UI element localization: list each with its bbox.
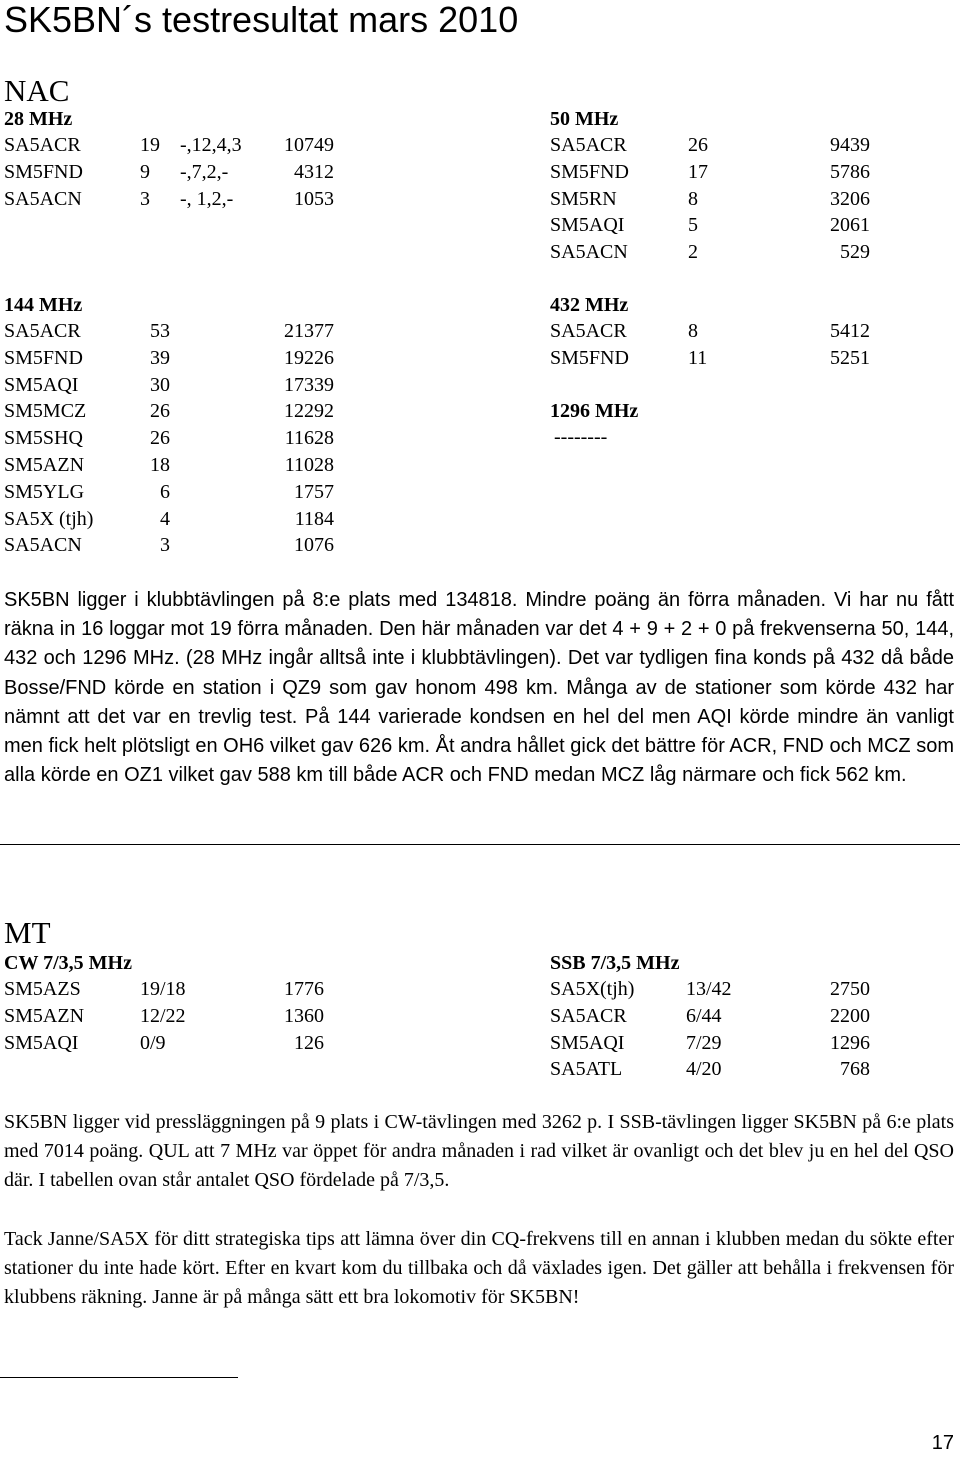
cell-call: SM5AQI — [550, 214, 625, 237]
cell-pts: 10749 — [284, 134, 334, 156]
cell-pts: 3206 — [830, 187, 870, 210]
cell-pts: 5786 — [830, 160, 870, 183]
cell-call: SA5ACR — [4, 134, 81, 156]
table-row — [4, 1003, 344, 1030]
cell-qso: 6 — [160, 480, 170, 503]
cell-qso: 5 — [688, 214, 698, 237]
band-1296-label: 1296 MHz — [550, 400, 639, 422]
cell-pts: 2200 — [830, 1004, 870, 1027]
table-row — [550, 976, 874, 1003]
nac-heading: NAC — [4, 73, 70, 108]
cell-call: SM5MCZ — [4, 400, 87, 423]
table-row — [550, 345, 874, 372]
table-row — [550, 1056, 874, 1083]
cell-pts: 1757 — [294, 480, 334, 503]
mt-paragraph-1: SK5BN ligger vid pressläggningen på 9 plats i CW-tävlingen med 3262 p. I SSB-tävlingen ligger SK5BN på 6:e plats med 7014 poäng. QUL att 7 MHz var öppet för andra månaden i rad vilket är ovanligt och det blev ju en hel del QSO där. I tabellen ovan står antalet QSO fördelade på 7/3,5. — [4, 1111, 954, 1192]
cell-call: SM5AQI — [550, 1031, 625, 1054]
page-title: SK5BN´s testresultat mars 2010 — [4, 0, 519, 40]
band-1296-dash: -------- — [554, 426, 608, 448]
table-row — [4, 976, 344, 1003]
band-28-label: 28 MHz — [4, 108, 73, 130]
table-432mhz — [550, 292, 874, 372]
cell-pts: 11628 — [284, 427, 334, 450]
table-row — [4, 1030, 344, 1057]
cell-pts: 21377 — [284, 320, 334, 342]
cell-mult: -,7,2,- — [180, 160, 229, 183]
table-row — [550, 186, 874, 213]
cell-call: SA5ACN — [4, 187, 82, 210]
cell-call: SM5AZN — [4, 1004, 85, 1027]
cw-rows — [4, 976, 344, 1056]
cell-qso: 19 — [140, 134, 160, 156]
table-row — [4, 506, 344, 533]
cell-qso: 2 — [688, 241, 698, 264]
band-432-rows — [550, 318, 874, 372]
cell-mult: -,12,4,3 — [180, 134, 242, 156]
table-row — [4, 398, 344, 425]
cell-call: SA5ACR — [550, 134, 627, 156]
cell-call: SA5X (tjh) — [4, 507, 94, 530]
cell-qso: 39 — [150, 346, 170, 369]
cell-pts: 1296 — [830, 1031, 870, 1054]
cell-qso: 26 — [150, 427, 170, 450]
cell-pts: 4312 — [294, 160, 334, 183]
cell-call: SM5FND — [550, 346, 629, 369]
cell-pts: 19226 — [284, 346, 334, 369]
table-144mhz — [4, 292, 344, 559]
band-144-label: 144 MHz — [4, 294, 83, 316]
cell-call: SM5AQI — [4, 1031, 79, 1054]
table-row — [4, 318, 344, 345]
cell-pts: 529 — [840, 241, 870, 264]
cell-call: SM5AZN — [4, 453, 85, 476]
cell-pts: 2750 — [830, 978, 870, 1000]
ssb-rows — [550, 976, 874, 1083]
cell-pts: 768 — [840, 1058, 870, 1081]
ssb-label: SSB 7/3,5 MHz — [550, 952, 680, 974]
table-cw — [4, 950, 344, 1056]
cell-call: SM5YLG — [4, 480, 85, 503]
cell-qso: 26 — [688, 134, 708, 156]
cell-pts: 11028 — [284, 453, 334, 476]
table-row — [4, 159, 344, 186]
cell-pts: 1053 — [294, 187, 334, 210]
cell-pts: 126 — [294, 1031, 324, 1054]
cell-pts: 17339 — [284, 373, 334, 396]
cell-pts: 5412 — [830, 320, 870, 342]
band-50-rows — [550, 132, 874, 266]
table-50mhz — [550, 106, 874, 266]
cell-pts: 1360 — [284, 1004, 324, 1027]
cell-pts: 1776 — [284, 978, 324, 1000]
cell-pts: 1076 — [294, 534, 334, 557]
cell-pts: 9439 — [830, 134, 870, 156]
nac-paragraph: SK5BN ligger i klubbtävlingen på 8:e plats med 134818. Mindre poäng än förra månaden. Vi har nu fått räkna in 16 loggar mot 19 förra månaden. Den här månaden var det 4 + 9 + 2 + 0 på frekvenserna 50, 144, 432 och 1296 MHz. (28 MHz ingår alltså inte i klubbtävlingen). Det var tydligen fina konds på 432 då både Bosse/FND körde en station i QZ9 som gav honom 498 km. Många av de stationer som körde 432 har nämnt att det var en trevlig test. På 144 varierade kondsen en hel del men AQI körde mindre än vanligt men fick helt plötsligt en OH6 vilket gav 626 km. Åt andra hållet gick det bättre för ACR, FND och MCZ som alla körde en OZ1 vilket gav 588 km till både ACR och FND medan MCZ låg närmare och fick 562 km. — [4, 589, 954, 787]
cell-call: SM5AZS — [4, 978, 81, 1000]
table-row — [4, 345, 344, 372]
cell-pts: 5251 — [830, 346, 870, 369]
cell-qso: 8 — [688, 187, 698, 210]
cell-call: SA5ACR — [550, 1004, 627, 1027]
cell-qso: 3 — [160, 534, 170, 557]
cell-qso: 53 — [150, 320, 170, 342]
cell-pts: 12292 — [284, 400, 334, 423]
cell-call: SA5ACR — [4, 320, 81, 342]
table-row — [4, 425, 344, 452]
mt-heading: MT — [4, 915, 51, 950]
cell-qso: 30 — [150, 373, 170, 396]
table-row — [550, 132, 874, 159]
table-row — [4, 132, 344, 159]
cell-mult: -, 1,2,- — [180, 187, 234, 210]
cell-qso: 0/9 — [140, 1031, 166, 1054]
table-row — [550, 239, 874, 266]
band-28-rows — [4, 132, 344, 212]
table-row — [4, 532, 344, 559]
table-1296mhz — [550, 398, 638, 451]
cell-pts: 2061 — [830, 214, 870, 237]
table-row — [4, 452, 344, 479]
table-row — [550, 318, 874, 345]
cell-call: SM5FND — [4, 346, 83, 369]
table-row — [550, 212, 874, 239]
table-row — [4, 186, 344, 213]
cell-qso: 7/29 — [686, 1031, 722, 1054]
band-50-label: 50 MHz — [550, 108, 619, 130]
cw-label: CW 7/3,5 MHz — [4, 952, 132, 974]
cell-call: SA5X(tjh) — [550, 978, 635, 1000]
cell-qso: 17 — [688, 160, 708, 183]
cell-qso: 9 — [140, 160, 150, 183]
cell-qso: 6/44 — [686, 1004, 722, 1027]
cell-qso: 13/42 — [686, 978, 732, 1000]
mt-paragraph-2: Tack Janne/SA5X för ditt strategiska tips att lämna över din CQ-frekvens till en annan i klubben medan du sökte efter stationer du inte hade kört. Efter en kvart kom du tillbaka och då växlades igen. Det gäller att behålla i frekvensen för klubbens räkning. Janne är på många sätt ett bra lokomotiv för SK5BN! — [4, 1228, 954, 1309]
cell-call: SM5SHQ — [4, 427, 83, 450]
band-144-rows — [4, 318, 344, 559]
cell-call: SM5FND — [4, 160, 83, 183]
cell-call: SA5ACN — [4, 534, 82, 557]
table-row — [4, 372, 344, 399]
cell-call: SM5RN — [550, 187, 617, 210]
cell-qso: 3 — [140, 187, 150, 210]
page-number: 17 — [931, 1432, 954, 1454]
table-28mhz — [4, 106, 344, 212]
cell-qso: 12/22 — [140, 1004, 186, 1027]
cell-call: SA5ATL — [550, 1058, 623, 1081]
footnote-rule — [0, 1377, 238, 1378]
cell-qso: 4/20 — [686, 1058, 722, 1081]
cell-qso: 18 — [150, 453, 170, 476]
band-432-label: 432 MHz — [550, 294, 629, 316]
cell-qso: 8 — [688, 320, 698, 342]
table-row — [4, 479, 344, 506]
section-divider — [0, 844, 960, 845]
cell-qso: 19/18 — [140, 978, 186, 1000]
cell-qso: 11 — [688, 346, 708, 369]
cell-call: SA5ACN — [550, 241, 628, 264]
table-row — [550, 1030, 874, 1057]
cell-qso: 26 — [150, 400, 170, 423]
table-row — [550, 159, 874, 186]
cell-call: SM5FND — [550, 160, 629, 183]
table-ssb — [550, 950, 874, 1083]
cell-qso: 4 — [160, 507, 170, 530]
cell-call: SA5ACR — [550, 320, 627, 342]
cell-call: SM5AQI — [4, 373, 79, 396]
cell-pts: 1184 — [294, 507, 334, 530]
table-row — [550, 1003, 874, 1030]
